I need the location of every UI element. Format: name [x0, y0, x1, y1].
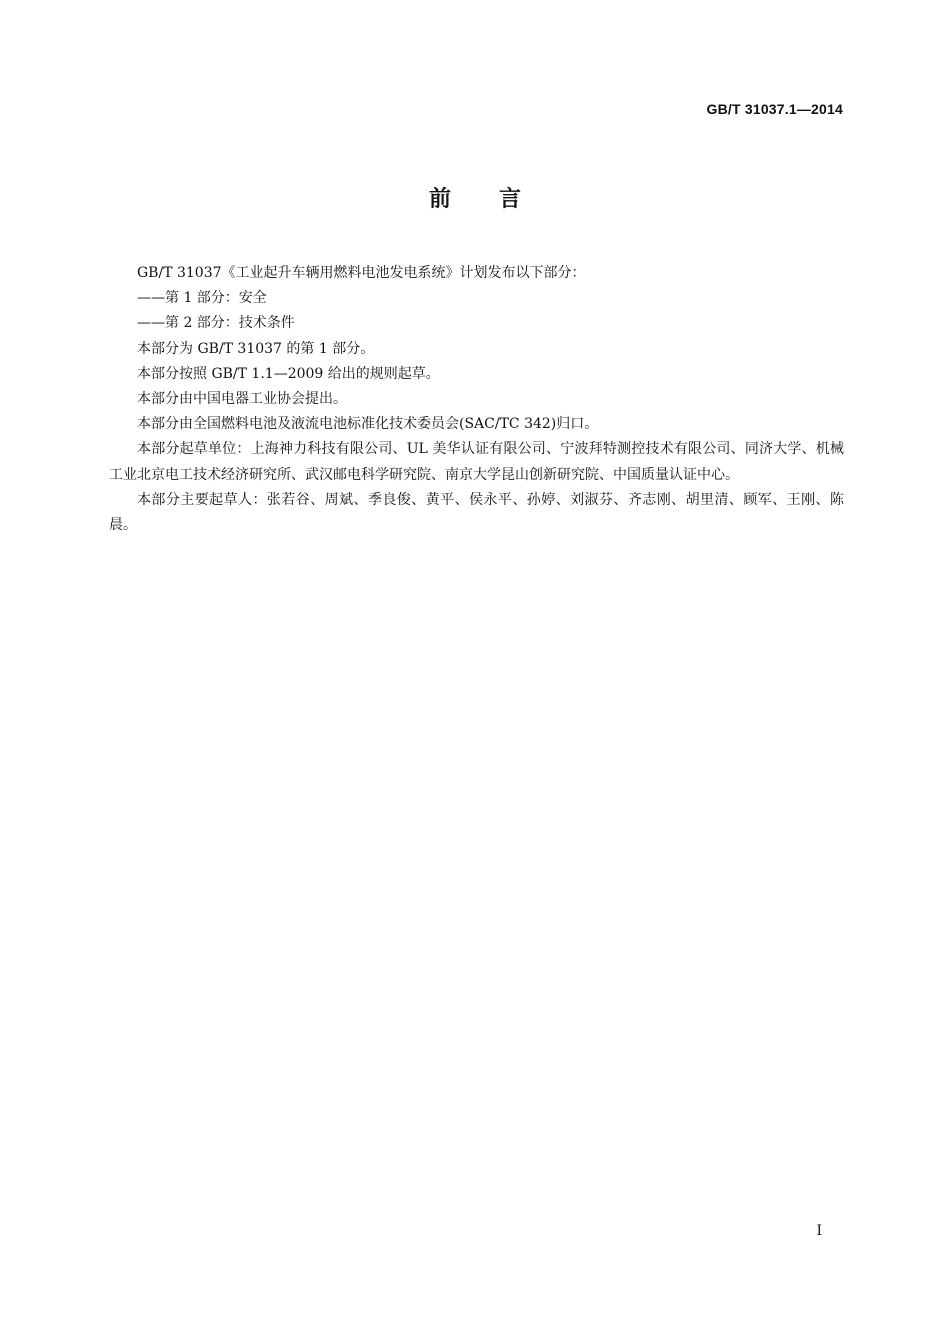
paragraph-drafting-organizations: 本部分起草单位：上海神力科技有限公司、UL 美华认证有限公司、宁波拜特测控技术有限公司、同济大学、机械工业北京电工技术经济研究所、武汉邮电科学研究院、南京大学昆山创新研究院、中国质量认证中心。 [109, 441, 844, 483]
paragraph-technical-committee: 本部分由全国燃料电池及液流电池标准化技术委员会(SAC/TC 342)归口。 [137, 416, 599, 433]
paragraph-parts-intro: GB/T 31037《工业起升车辆用燃料电池发电系统》计划发布以下部分： [137, 265, 586, 281]
paragraph-drafting-rules: 本部分按照 GB/T 1.1—2009 给出的规则起草。 [137, 365, 440, 382]
paragraph-this-part: 本部分为 GB/T 31037 的第 1 部分。 [137, 340, 375, 357]
page-number: I [816, 1223, 822, 1239]
paragraph-part-1: ——第 1 部分：安全 [137, 290, 267, 307]
paragraph-part-2: ——第 2 部分：技术条件 [137, 315, 295, 332]
standard-number: GB/T 31037.1—2014 [706, 101, 843, 117]
foreword-body [109, 261, 844, 538]
page-title: 前言 [428, 187, 569, 212]
paragraph-drafters: 本部分主要起草人：张若谷、周斌、季良俊、黄平、侯永平、孙婷、刘淑芬、齐志刚、胡里清、顾军、王刚、陈晨。 [109, 491, 844, 534]
paragraph-proposed-by: 本部分由中国电器工业协会提出。 [137, 391, 347, 408]
